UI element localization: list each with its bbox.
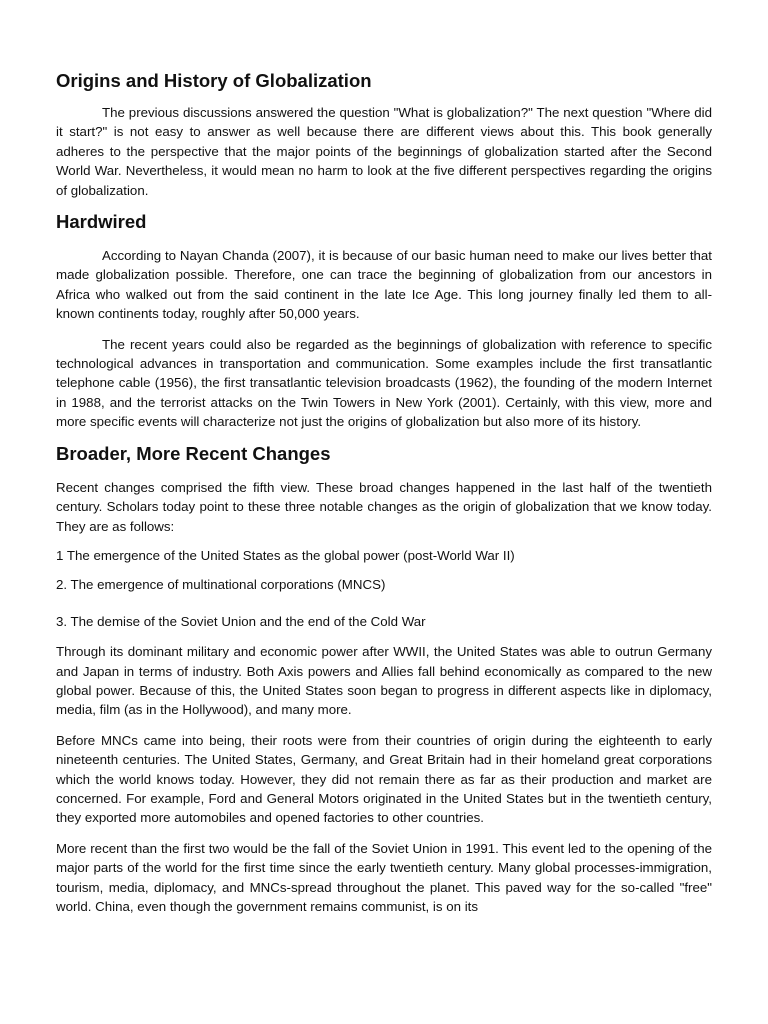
paragraph-soviet-union: More recent than the first two would be the fall of the Soviet Union in 1991. This event led to the opening of the major parts of the world for the first time since the early twentieth century. Many global processes-immigration, tourism, media, diplomacy, and MNCs-spread throughout the planet. This paved way for the so-called "free" world. China, even though the government remains communist, is on its bbox=[56, 840, 712, 914]
section-heading-hardwired: Hardwired bbox=[56, 211, 147, 233]
paragraph-hardwired-2: The recent years could also be regarded as the beginnings of globalization with reference to specific technological advances in transportation and communication. Some examples include the first transatlantic telephone cable (1956), the first transatlantic television broadcasts (1962), the founding of the modern Internet in 1988, and the terrorist attacks on the Twin Towers in New York (2001). Certainly, with this view, more and more specific events will characterize not just the origins of globalization but also more of its history. bbox=[56, 336, 712, 430]
paragraph-origins-intro: The previous discussions answered the question "What is globalization?" The next question "Where did it start?" is not easy to answer as well because there are different views about this. This book generally adheres to the perspective that the major points of the beginnings of globalization started after the Second World War. Nevertheless, it would mean no harm to look at the five different perspectives regarding the origins of globalization. bbox=[56, 105, 712, 198]
list-item: 3. The demise of the Soviet Union and the end of the Cold War bbox=[56, 613, 426, 629]
paragraph-hardwired-1: According to Nayan Chanda (2007), it is because of our basic human need to make our lives better that made globalization possible. Therefore, one can trace the beginning of globalization from our ancestors in Africa who walked out from the said continent in the late Ice Age. This long journey finally led them to all- known continents today, roughly after 50,000 years. bbox=[56, 248, 712, 322]
paragraph-us-power: Through its dominant military and economic power after WWII, the United States was able to outrun Germany and Japan in terms of industry. Both Axis powers and Allies fall behind economically as compared to the new global power. Because of this, the United States soon began to progress in different aspects like in diplomacy, media, film (as in the Hollywood), and many more. bbox=[56, 644, 712, 718]
list-item: 2. The emergence of multinational corporations (MNCS) bbox=[56, 577, 386, 593]
list-item: 1 The emergence of the United States as the global power (post-World War II) bbox=[56, 547, 515, 563]
paragraph-broader-intro: Recent changes comprised the fifth view. These broad changes happened in the last half of the twentieth century. Scholars today point to these three notable changes as the origin of globalization that we know today. They are as follows: bbox=[56, 479, 712, 534]
paragraph-mncs: Before MNCs came into being, their roots were from their countries of origin during the eighteenth to early nineteenth centuries. The United States, Germany, and Great Britain had in their homeland great corporations which the world knows today. However, they did not remain there as far as their production and market are concerned. For example, Ford and General Motors originated in the United States but in the twentieth century, they exported more automobiles and opened factories to other countries. bbox=[56, 732, 712, 826]
section-heading-broader-changes: Broader, More Recent Changes bbox=[56, 442, 331, 464]
section-heading-origins: Origins and History of Globalization bbox=[56, 70, 372, 91]
